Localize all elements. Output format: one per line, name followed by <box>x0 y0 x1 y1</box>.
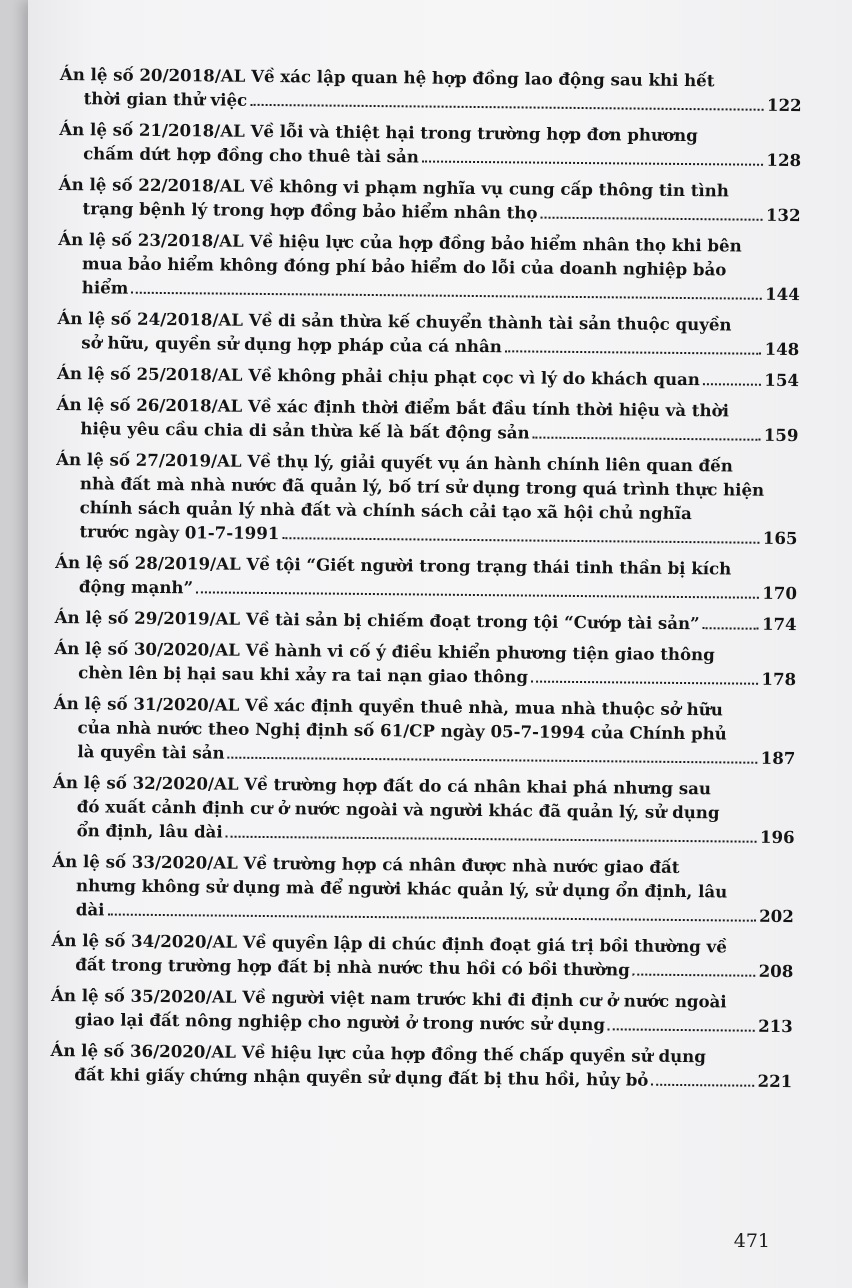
dot-leader <box>505 349 762 354</box>
toc-entry <box>55 605 797 636</box>
toc-entry-last-line: đất trong trường hợp đất bị nhà nước thu hồi có bồi thường <box>75 954 630 980</box>
toc-entry-last-line: hiệu yêu cầu chia di sản thừa kế là bất động sản <box>80 418 530 443</box>
toc-entry <box>52 849 795 928</box>
toc-entry-title: Án lệ số 22/2018/AL Về không vi phạm nghĩa vụ cung cấp thông tin tình <box>58 173 729 201</box>
toc-entry-continuation: đó xuất cảnh định cư ở nước ngoài và người khác đã quản lý, sử dụng <box>76 796 720 823</box>
dot-leader <box>533 436 761 441</box>
toc-entry-tail <box>55 605 797 636</box>
toc-entry-continuation: của nhà nước theo Nghị định số 61/CP ngày 05-7-1994 của Chính phủ <box>77 717 727 744</box>
toc-entry-continuation: nhà đất mà nhà nước đã quản lý, bố trí sử dụng trong quá trình thực hiện chính sách quản lý nhà đất và chính sách cải tạo xã hội chủ nghĩa <box>79 473 765 524</box>
toc-entry-last-line: chấm dứt hợp đồng cho thuê tài sản <box>83 143 420 167</box>
toc-entry-last-line: sở hữu, quyền sử dụng hợp pháp của cá nhân <box>81 332 502 357</box>
toc-entry-continuation: nhưng không sử dụng mà để người khác quản lý, sử dụng ổn định, lâu <box>76 875 728 902</box>
dot-leader <box>633 973 756 977</box>
toc-entry-last-line: chèn lên bị hại sau khi xảy ra tai nạn giao thông <box>78 662 529 687</box>
toc-entry-title: Án lệ số 28/2019/AL Về tội “Giết người trong trạng thái tinh thần bị kích <box>55 551 732 579</box>
toc-entry-last-line: là quyền tài sản <box>77 741 225 763</box>
toc-entry-page: 128 <box>766 149 802 171</box>
dot-leader <box>703 626 759 630</box>
toc-entry-last-line: thời gian thử việc <box>83 88 248 110</box>
toc-entry-page: 132 <box>765 204 801 226</box>
toc-entry-title: Án lệ số 21/2018/AL Về lỗi và thiệt hại trong trường hợp đơn phương <box>59 118 698 146</box>
toc-entry-page: 159 <box>763 424 799 446</box>
toc-entry-title: Án lệ số 20/2018/AL Về xác lập quan hệ hợp đồng lao động sau khi hết <box>59 63 715 91</box>
toc-entry-page: 187 <box>760 747 796 769</box>
toc-entry-title: Án lệ số 31/2020/AL Về xác định quyền thuê nhà, mua nhà thuộc sở hữu <box>53 692 723 720</box>
dot-leader <box>226 835 757 843</box>
toc-entry <box>51 928 793 983</box>
toc-entry-tail <box>57 361 799 392</box>
dot-leader <box>196 590 759 598</box>
toc-entry-title: Án lệ số 35/2020/AL Về người việt nam trước khi đi định cư ở nước ngoài <box>50 984 727 1012</box>
toc-entry-last-line: hiểm <box>81 277 129 298</box>
dot-leader <box>531 680 758 685</box>
toc-entry-last-line: Án lệ số 25/2018/AL Về không phải chịu phạt cọc vì lý do khách quan <box>56 362 700 390</box>
toc-entry-title: Án lệ số 30/2020/AL Về hành vi cố ý điều khiển phương tiện giao thông <box>54 637 715 665</box>
toc-entry <box>58 172 800 227</box>
toc-entry <box>51 983 793 1038</box>
toc-entry <box>60 62 802 117</box>
toc-entry-page: 148 <box>764 338 800 360</box>
toc-entry <box>55 447 798 550</box>
toc-entry-last-line: dài <box>75 899 105 920</box>
toc-entry-last-line: đất khi giấy chứng nhận quyền sử dụng đất bị thu hồi, hủy bỏ <box>74 1064 649 1090</box>
dot-leader <box>107 912 756 921</box>
toc-entry-last-line: Án lệ số 29/2019/AL Về tài sản bị chiếm đoạt trong tội “Cướp tài sản” <box>54 606 700 634</box>
toc-entry-last-line: trạng bệnh lý trong hợp đồng bảo hiểm nhân thọ <box>82 198 538 223</box>
toc-entry-title: Án lệ số 36/2020/AL Về hiệu lực của hợp đồng thế chấp quyền sử dụng <box>50 1039 706 1067</box>
toc-entry-page: 165 <box>762 527 798 549</box>
toc-entry <box>54 636 796 691</box>
toc-entry-last-line: giao lại đất nông nghiệp cho người ở trong nước sử dụng <box>74 1009 606 1035</box>
toc-entry <box>59 117 801 172</box>
toc-entry <box>53 691 796 770</box>
toc-entry <box>53 770 796 849</box>
dot-leader <box>422 159 764 165</box>
toc-entry-last-line: trước ngày 01-7-1991 <box>79 521 280 544</box>
toc-entry-last-line: động mạnh” <box>78 576 194 598</box>
toc-entry-page: 213 <box>758 1015 793 1037</box>
toc-entry-page: 202 <box>759 905 794 927</box>
dot-leader <box>703 382 761 386</box>
toc-entry <box>55 550 797 605</box>
toc-entry-page: 221 <box>757 1070 793 1092</box>
toc-entry-page: 170 <box>762 582 798 604</box>
toc-entry <box>57 361 799 392</box>
dot-leader <box>250 103 764 111</box>
toc-entry-page: 178 <box>761 668 797 690</box>
toc-entry-continuation: mua bảo hiểm không đóng phí bảo hiểm do lỗi của doanh nghiệp bảo <box>81 253 727 280</box>
dot-leader <box>608 1027 755 1031</box>
toc-entry-page: 174 <box>761 613 797 635</box>
toc-entry-title: Án lệ số 23/2018/AL Về hiệu lực của hợp đồng bảo hiểm nhân thọ khi bên <box>58 228 742 256</box>
dot-leader <box>228 756 758 764</box>
toc-entry <box>57 306 799 361</box>
dot-leader <box>131 291 762 300</box>
toc-entry-page: 208 <box>758 960 794 982</box>
toc-entry <box>56 392 798 447</box>
table-of-contents <box>50 62 802 1100</box>
toc-entry-title: Án lệ số 32/2020/AL Về trường hợp đất do cá nhân khai phá nhưng sau <box>52 771 712 799</box>
toc-entry <box>58 227 801 306</box>
toc-entry-last-line: ổn định, lâu dài <box>76 820 223 842</box>
toc-entry-title: Án lệ số 27/2019/AL Về thụ lý, giải quyết vụ án hành chính liên quan đến <box>56 448 733 476</box>
toc-entry-page: 196 <box>759 826 795 848</box>
toc-entry-title: Án lệ số 24/2018/AL Về di sản thừa kế chuyển thành tài sản thuộc quyền <box>57 307 732 335</box>
toc-entry-title: Án lệ số 26/2018/AL Về xác định thời điểm bắt đầu tính thời hiệu và thời <box>56 393 730 421</box>
toc-entry-page: 122 <box>766 94 802 116</box>
toc-entry <box>50 1038 792 1093</box>
toc-entry-title: Án lệ số 33/2020/AL Về trường hợp cá nhân được nhà nước giao đất <box>52 850 680 877</box>
dot-leader <box>282 536 760 544</box>
book-page <box>28 0 852 1288</box>
toc-entry-title: Án lệ số 34/2020/AL Về quyền lập di chúc định đoạt giá trị bồi thường về <box>51 929 727 957</box>
toc-entry-page: 144 <box>765 283 800 305</box>
toc-entry-page: 154 <box>764 369 800 391</box>
page-number: 471 <box>733 1230 770 1252</box>
dot-leader <box>651 1083 754 1087</box>
dot-leader <box>540 216 762 221</box>
